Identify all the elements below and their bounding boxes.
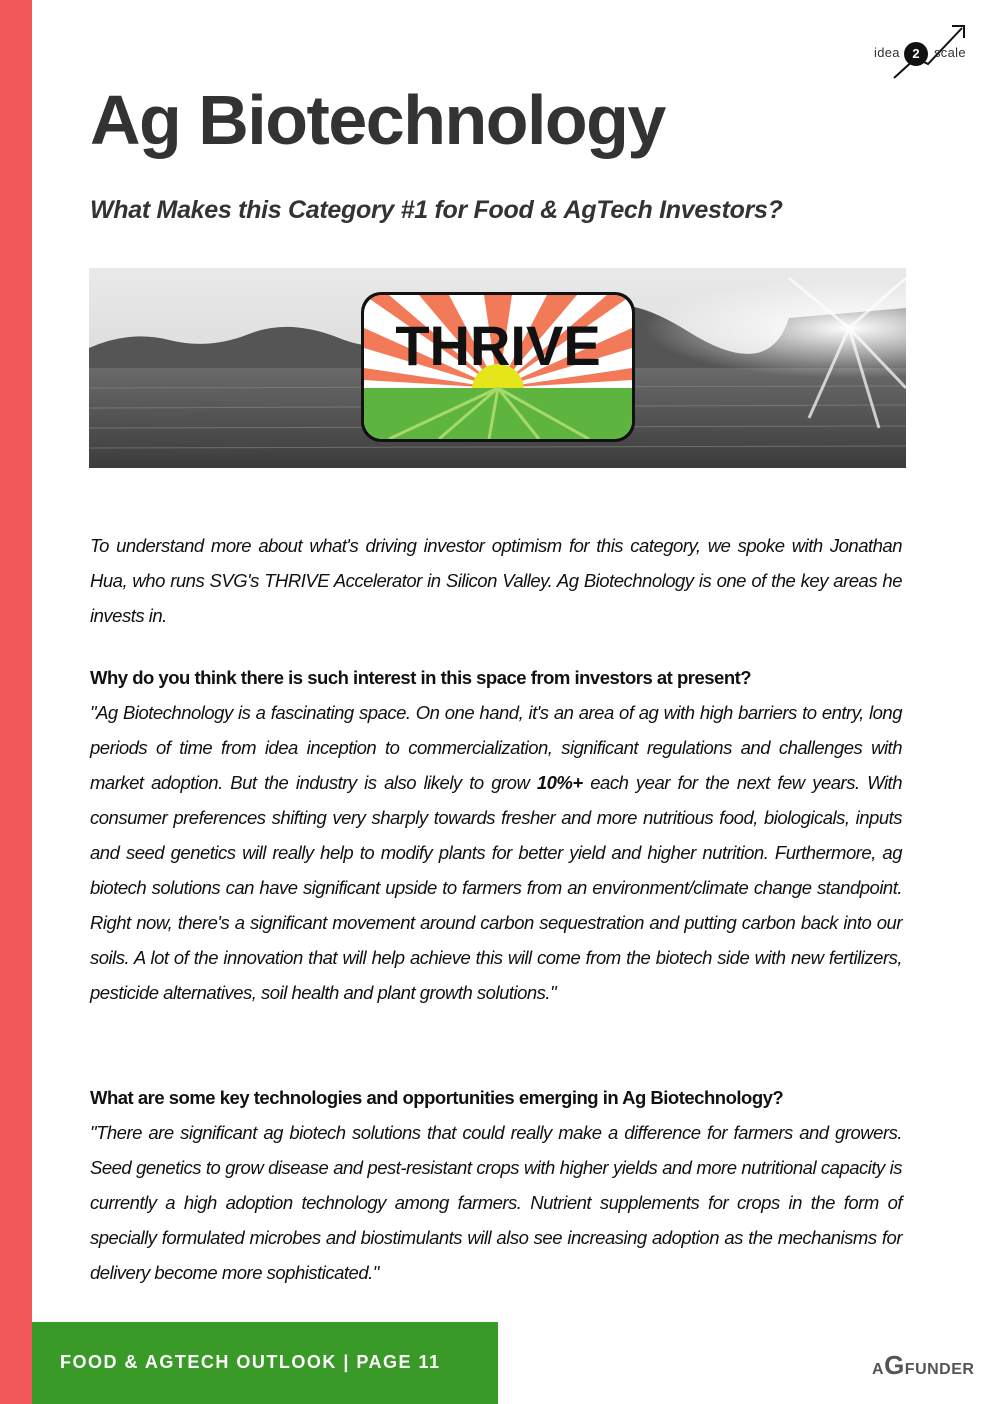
growth-figure: 10%+ (536, 772, 583, 793)
answer-1-part-b: each year for the next few years. With consumer preferences shifting very sharply towards fresher and more nutritious food, biologicals, inputs and seed genetics will really help to modify plants for better yield and higher nutrition. Furthermore, ag biotech solutions can have significant upside to farmers from an environment/climate change standpoint. Right now, there's a significant movement around carbon sequestration and putting carbon back into our soils. A lot of the innovation that will help achieve this will come from the biotech side with new fertilizers, pesticide alternatives, soil health and plant growth solutions." (90, 772, 902, 1003)
page-title: Ag Biotechnology (90, 81, 665, 159)
agfunder-text: AGFUNDER (872, 1350, 975, 1380)
intro-paragraph: To understand more about what's driving investor optimism for this category, we spoke with Jonathan Hua, who runs SVG's THRIVE Accelerator in Silicon Valley. Ag Biotechnology is one of the key areas he invests in. (90, 535, 902, 626)
page-subtitle: What Makes this Category #1 for Food & AgTech Investors? (90, 196, 783, 224)
logo-idea-text: idea (874, 45, 900, 60)
answer-1 (90, 695, 902, 1010)
answer-1-part-a: "Ag Biotechnology is a fascinating space. On one hand, it's an area of ag with high barriers to entry, long periods of time from idea inception to commercialization, significant regulations and challenges with market adoption. But the industry is also likely to grow (90, 702, 902, 793)
thrive-badge-text: THRIVE (395, 314, 601, 377)
idea2scale-logo (866, 18, 972, 82)
side-accent-bar (0, 0, 32, 1404)
answer-2: "There are significant ag biotech solutions that could really make a difference for farmers and growers. Seed genetics to grow disease and pest-resistant crops with higher yields and more nutritional capacity is currently a high adoption technology among farmers. Nutrient supplements for crops in the form of specially formulated microbes and biostimulants will also see increasing adoption as the mechanisms for delivery become more sophisticated." (90, 1122, 902, 1283)
logo-scale-text: scale (934, 45, 966, 60)
footer-band (32, 1322, 498, 1404)
hero-image (89, 268, 906, 468)
footer-label: FOOD & AGTECH OUTLOOK | PAGE 11 (60, 1352, 441, 1372)
thrive-badge (361, 292, 635, 442)
question-1: Why do you think there is such interest in this space from investors at present? (90, 667, 752, 688)
question-2: What are some key technologies and opportunities emerging in Ag Biotechnology? (90, 1087, 784, 1108)
agfunder-logo (872, 1346, 975, 1386)
lightbulb-icon: 2 (904, 42, 928, 66)
